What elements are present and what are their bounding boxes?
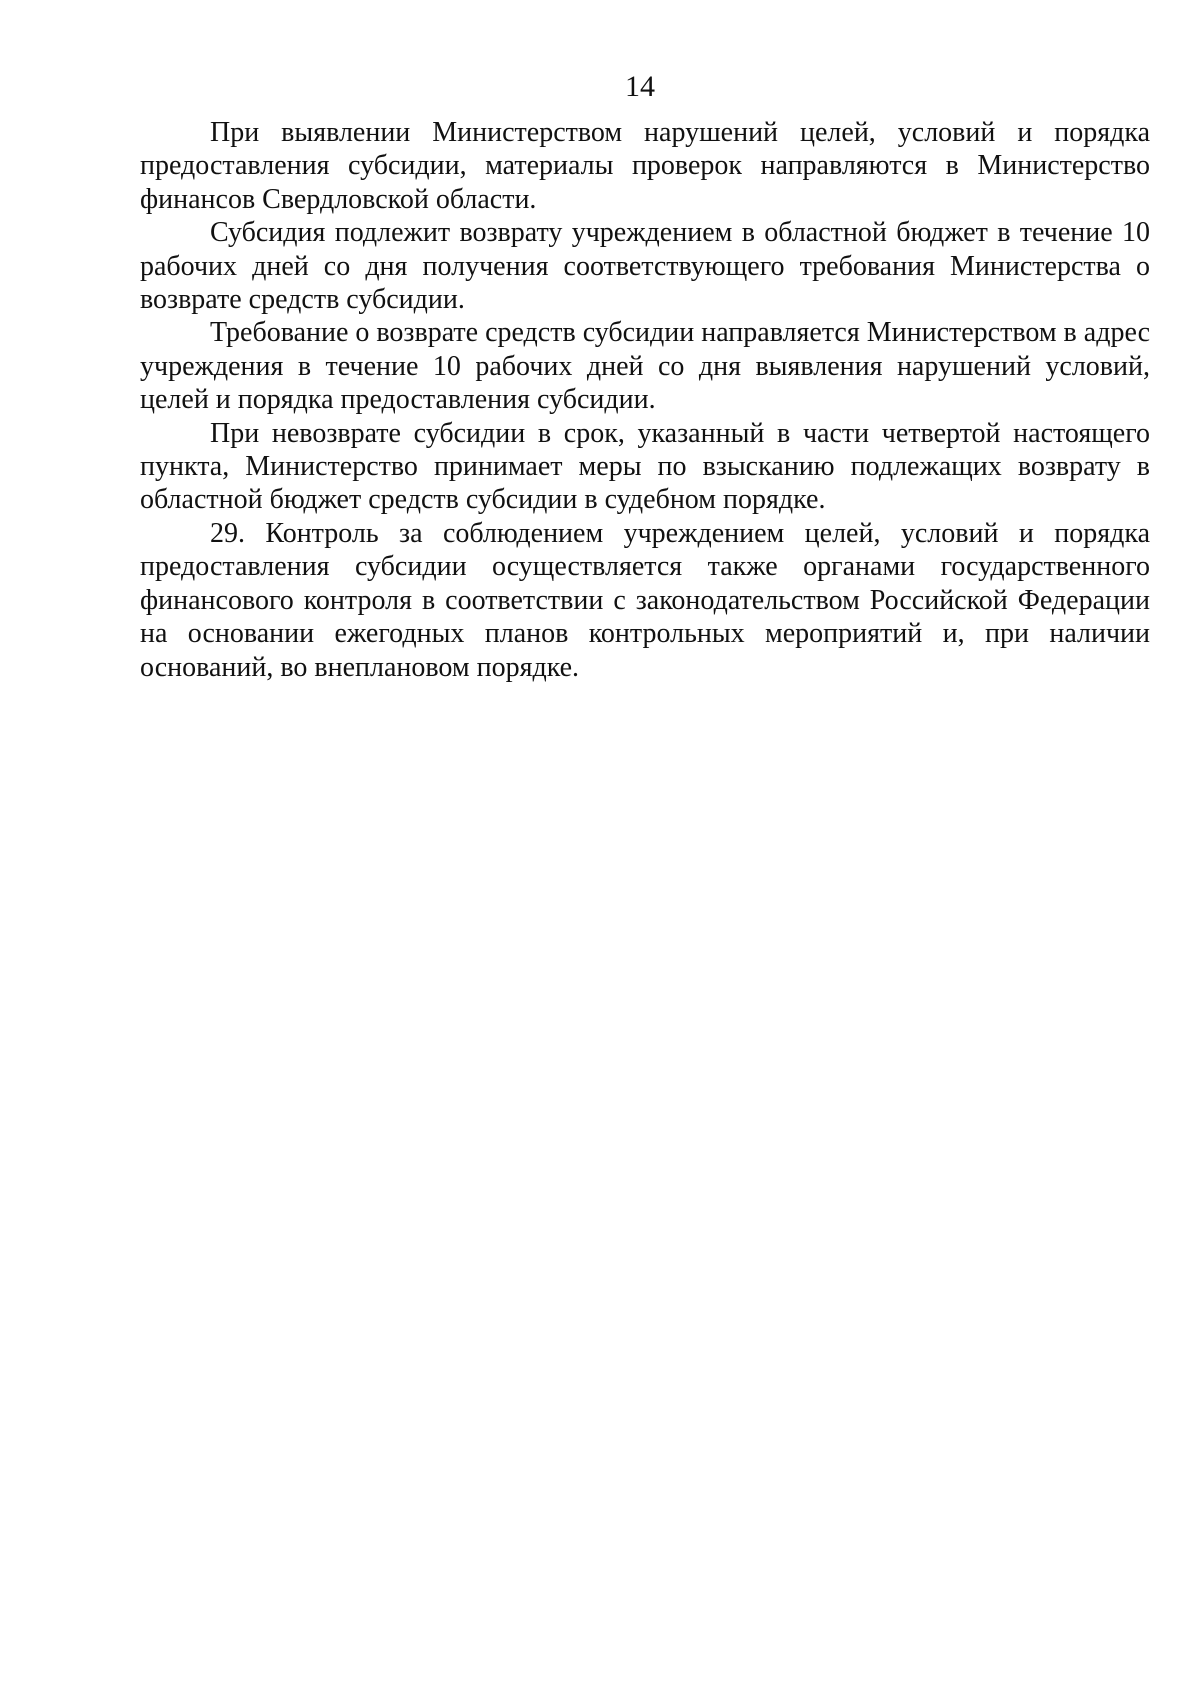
paragraph-violations-referral: При выявлении Министерством нарушений целей, условий и порядка предоставления субсидии, материалы проверок направляются в Министерство финансов Свердловской области.	[140, 117, 1150, 215]
paragraph-item-29-control: 29. Контроль за соблюдением учреждением целей, условий и порядка предоставления субсидии осуществляется также органами государственного финансового контроля в соответствии с законодательством Российской Федерации на основании ежегодных планов контрольных мероприятий и, при наличии оснований, во внеплановом порядке.	[140, 517, 1150, 683]
document-body	[140, 116, 1150, 684]
page-number: 14	[625, 70, 655, 103]
paragraph-non-return: При невозврате субсидии в срок, указанный в части четвертой настоящего пункта, Министерство принимает меры по взысканию подлежащих возврату в областной бюджет средств субсидии в судебном порядке.	[140, 417, 1150, 516]
paragraph-subsidy-return: Субсидия подлежит возврату учреждением в областной бюджет в течение 10 рабочих дней со дня получения соответствующего требования Министерства о возврате средств субсидии.	[140, 217, 1150, 316]
paragraph-return-demand: Требование о возврате средств субсидии направляется Министерством в адрес учреждения в течение 10 рабочих дней со дня выявления нарушений условий, целей и порядка предоставления субсидии.	[140, 317, 1150, 416]
